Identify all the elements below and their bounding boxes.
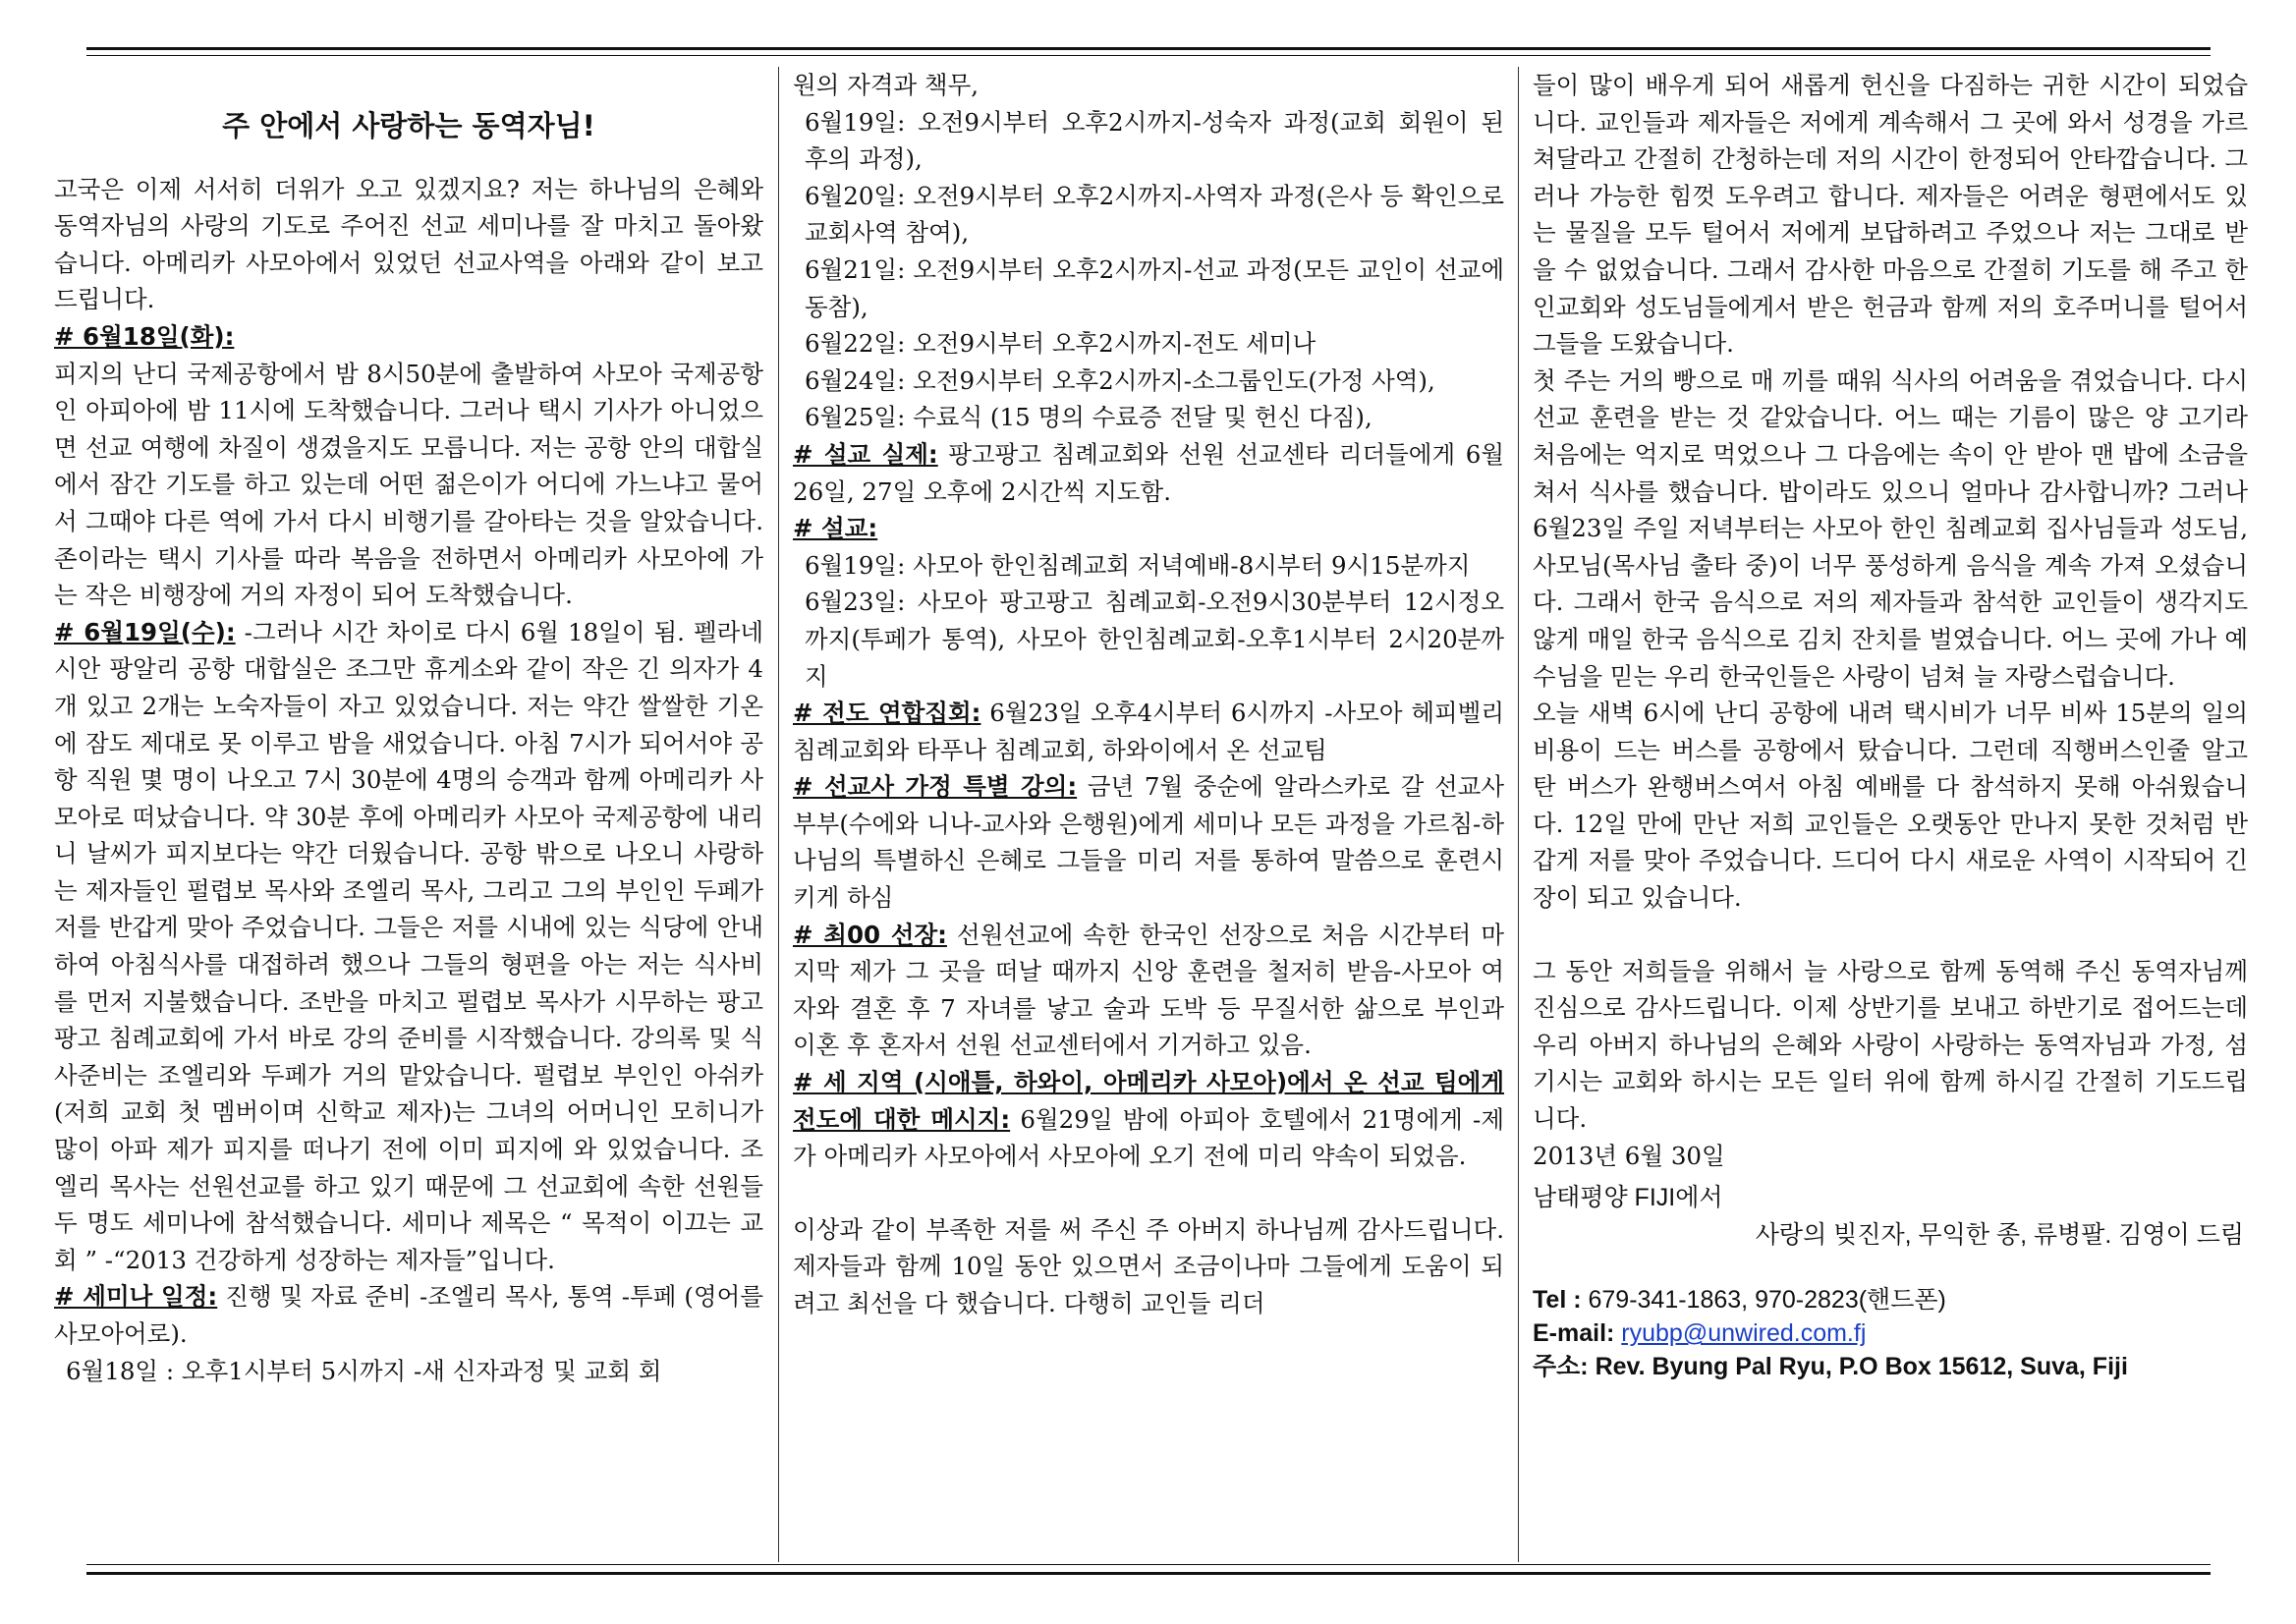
column-divider-2 [1518, 67, 1519, 1562]
paragraph-return: 오늘 새벽 6시에 난디 공항에 내려 택시비가 너무 비싸 15분의 일의 비용이 드는 버스를 공항에서 탔습니다. 그런데 직행버스인줄 알고 탄 버스가 완행버스여서 아침 예배를 다 참석하지 못해 아쉬웠습니다. 12일 만에 만난 저희 교인들은 오랫동안 만나지 못한 것처럼 반갑게 저를 맞아 주었습니다. 드디어 다시 새로운 사역이 시작되어 긴장이 되고 있습니다. [1533, 699, 2248, 913]
letter-date: 2013년 6월 30일 [1533, 1141, 1725, 1170]
tel-label: Tel : [1533, 1286, 1589, 1315]
bottom-rule [86, 1572, 2211, 1575]
email-link[interactable]: ryubp@unwired.com.fj [1621, 1319, 1867, 1348]
heading-captain: # 최00 선장: [793, 920, 947, 949]
heading-june18: # 6월18일(화): [54, 321, 235, 351]
paragraph-preaching-practice: 팡고팡고 침례교회와 선원 선교센타 리더들에게 6월26일, 27일 오후에 2시간씩 지도함. [793, 439, 1504, 506]
heading-june19: # 6월19일(수): [54, 617, 236, 646]
column-2 [793, 67, 1504, 1560]
signature-names: 사랑의 빚진자, 무익한 종, 류병팔. 김영이 드림 [1755, 1220, 2244, 1249]
contact-block [1533, 1283, 2248, 1383]
schedule-item: 6월25일: 수료식 (15 명의 수료증 전달 및 헌신 다짐), [805, 403, 1372, 432]
heading-missionary-lecture: # 선교사 가정 특별 강의: [793, 772, 1078, 802]
paragraph-evangelism-rally: 6월23일 오후4시부터 6시까지 -사모아 헤피벨리 침례교회와 타푸나 침례교회, 하와이에서 온 선교팀 [793, 699, 1504, 764]
schedule-item: 6월19일: 오전9시부터 오후2시까지-성숙자 과정(교회 회원이 된 후의 과정), [805, 107, 1504, 174]
top-rule-thin [86, 55, 2211, 56]
sermon-item: 6월19일: 사모아 한인침례교회 저녁예배-8시부터 9시15분까지 [805, 550, 1471, 580]
schedule-item: 6월20일: 오전9시부터 오후2시까지-사역자 과정(은사 등 확인으로 교회사역 참여), [805, 181, 1504, 248]
schedule-item: 6월21일: 오전9시부터 오후2시까지-선교 과정(모든 교인이 선교에 동참), [805, 254, 1504, 321]
paragraph-closing: 그 동안 저희들을 위해서 늘 사랑으로 함께 동역해 주신 동역자님께 진심으로 감사드립니다. 이제 상반기를 보내고 하반기로 접어드는데 우리 아버지 하나님의 은혜와 사랑이 사랑하는 동역자님과 가정, 섬기시는 교회와 하시는 모든 일터 위에 함께 하시길 간절히 기도드립니다. [1533, 956, 2248, 1134]
top-rule [86, 47, 2211, 50]
paragraph-food: 첫 주는 거의 빵으로 매 끼를 때워 식사의 어려움을 겪었습니다. 다시 선교 훈련을 받는 것 같았습니다. 어느 때는 기름이 많은 양 고기라 처음에는 억지로 먹었으나 그 다음에는 속이 안 받아 맨 밥에 소금을 쳐서 식사를 했습니다. 밥이라도 있으니 얼마나 감사합니까? 그러나 6월23일 주일 저녁부터는 사모아 한인 침례교회 집사님들과 성도님, 사모님(목사님 출타 중)이 너무 풍성하게 음식을 계속 가져 오셨습니다. 그래서 한국 음식으로 저의 제자들과 참석한 교인들이 생각지도 않게 매일 한국 음식으로 김치 잔치를 벌였습니다. 어느 곳에 가나 예수님을 믿는 우리 한국인들은 사랑이 넘쳐 늘 자랑스럽습니다. [1533, 365, 2248, 691]
email-label: E-mail: [1533, 1319, 1622, 1348]
column-1 [54, 67, 763, 1560]
intro-paragraph: 고국은 이제 서서히 더위가 오고 있겠지요? 저는 하나님의 은혜와 동역자님의 사랑의 기도로 주어진 선교 세미나를 잘 마치고 돌아왔습니다. 아메리카 사모아에서 있었던 선교사역을 아래와 같이 보고 드립니다. [54, 174, 763, 314]
paragraph-seminar-prep: 진행 및 자료 준비 -조엘리 목사, 통역 -투페 (영어를 사모아어로). [54, 1282, 763, 1348]
paragraph-thanks: 이상과 같이 부족한 저를 써 주신 주 아버지 하나님께 감사드립니다. 제자들과 함께 10일 동안 있으면서 조금이나마 그들에게 도움이 되려고 최선을 다 했습니다. 다행히 교인들 리더 [793, 1214, 1504, 1317]
paragraph-captain: 선원선교에 속한 한국인 선장으로 처음 시간부터 마지막 제가 그 곳을 떠날 때까지 신앙 훈련을 철저히 받음-사모아 여자와 결혼 후 7 자녀를 낳고 술과 도박 등 무질서한 삶으로 부인과 이혼 후 혼자서 선원 선교센터에서 기거하고 있음. [793, 920, 1504, 1060]
paragraph-three-regions: 6월29일 밤에 아피아 호텔에서 21명에게 -제가 아메리카 사모아에서 사모아에 오기 전에 미리 약속이 되었음. [793, 1104, 1504, 1171]
sermon-item: 6월23일: 사모아 팡고팡고 침례교회-오전9시30분부터 12시정오까지(투페가 통역), 사모아 한인침례교회-오후1시부터 2시20분까지 [805, 588, 1504, 691]
heading-sermons: # 설교: [793, 514, 878, 543]
page-title: 주 안에서 사랑하는 동역자님! [222, 109, 595, 142]
tel-value: 679-341-1863, 970-2823(핸드폰) [1588, 1286, 1946, 1315]
address-value: Rev. Byung Pal Ryu, P.O Box 15612, Suva, Fiji [1595, 1353, 2128, 1381]
bottom-rule-thin [86, 1564, 2211, 1565]
paragraph-missionary-lecture: 금년 7월 중순에 알라스카로 갈 선교사 부부(수에와 니나-교사와 은행원)에게 세미나 모든 과정을 가르침-하나님의 특별하신 은혜로 그들을 미리 저를 통하여 말씀으로 훈련시키게 하심 [793, 772, 1504, 913]
paragraph-june18: 피지의 난디 국제공항에서 밤 8시50분에 출발하여 사모아 국제공항인 아피아에 밤 11시에 도착했습니다. 그러나 택시 기사가 아니었으면 선교 여행에 차질이 생겼을지도 모릅니다. 저는 공항 안의 대합실에서 잠간 기도를 하고 있는데 어떤 젊은이가 어디에 가느냐고 물어서 그때야 다른 역에 가서 다시 비행기를 갈아타는 것을 알았습니다. 존이라는 택시 기사를 따라 복음을 전하면서 아메리카 사모아에 가는 작은 비행장에 거의 자정이 되어 도착했습니다. [54, 359, 763, 610]
paragraph-continued: 들이 많이 배우게 되어 새롭게 헌신을 다짐하는 귀한 시간이 되었습니다. 교인들과 제자들은 저에게 계속해서 그 곳에 와서 성경을 가르쳐달라고 간절히 간청하는데 저의 시간이 한정되어 안타깝습니다. 그러나 가능한 힘껏 도우려고 합니다. 제자들은 어려운 형편에서도 있는 물질을 모두 털어서 저에게 보답하려고 주었으나 저는 그대로 받을 수 없었습니다. 그래서 감사한 마음으로 간절히 기도를 해 주고 한인교회와 성도님들에게서 받은 헌금과 함께 저의 호주머니를 털어서 그들을 도왔습니다. [1533, 71, 2248, 359]
schedule-item: 6월18일 : 오후1시부터 5시까지 -새 신자과정 및 교회 회 [66, 1356, 662, 1385]
address-label: 주소: [1533, 1353, 1596, 1381]
heading-preaching-practice: # 설교 실제: [793, 439, 938, 469]
heading-seminar-schedule: # 세미나 일정: [54, 1282, 218, 1312]
schedule-continued: 원의 자격과 책무, [793, 71, 980, 99]
schedule-item: 6월24일: 오전9시부터 오후2시까지-소그룹인도(가정 사역), [805, 365, 1435, 395]
column-divider-1 [778, 67, 779, 1562]
heading-evangelism-rally: # 전도 연합집회: [793, 699, 981, 728]
signature-location: 남태평양 FIJI에서 [1533, 1184, 1723, 1212]
column-3 [1533, 67, 2248, 1560]
heading-three-regions: # 세 지역 (시애틀, 하와이, 아메리카 사모아)에서 온 선교 팀에게 전도에 대한 메시지: [793, 1068, 1504, 1134]
paragraph-june19: -그러나 시간 차이로 다시 6월 18일이 됨. 펠라네시안 팡알리 공항 대합실은 조그만 휴게소와 같이 작은 긴 의자가 4개 있고 2개는 노숙자들이 자고 있었습니다. 저는 약간 쌀쌀한 기온에 잠도 제대로 못 이루고 밤을 새었습니다. 아침 7시가 되어서야 공항 직원 몇 명이 나오고 7시 30분에 4명의 승객과 함께 아메리카 사모아로 떠났습니다. 약 30분 후에 아메리카 사모아 국제공항에 내리니 날씨가 피지보다는 약간 더웠습니다. 공항 밖으로 나오니 사랑하는 제자들인 펄렵보 목사와 조엘리 목사, 그리고 그의 부인인 두페가 저를 반갑게 맞아 주었습니다. 그들은 저를 시내에 있는 식당에 안내하여 아침식사를 대접하려 했으나 그들의 형편을 아는 저는 식사비를 먼저 지불했습니다. 조반을 마치고 펄렵보 목사가 시무하는 팡고팡고 침례교회에 가서 바로 강의 준비를 시작했습니다. 강의록 및 식사준비는 조엘리와 두페가 거의 맡았습니다. 펄렵보 부인인 아쉬카 (저희 교회 첫 멤버이며 신학교 제자)는 그녀의 어머니인 모히니가 많이 아파 제가 피지를 떠나기 전에 이미 피지에 와 있었습니다. 조엘리 목사는 선원선교를 하고 있기 때문에 그 선교회에 속한 선원들 두 명도 세미나에 참석했습니다. 세미나 제목은 “ 목적이 이끄는 교회 ” -“2013 건강하게 성장하는 제자들”입니다. [54, 617, 763, 1274]
schedule-item: 6월22일: 오전9시부터 오후2시까지-전도 세미나 [805, 329, 1316, 359]
